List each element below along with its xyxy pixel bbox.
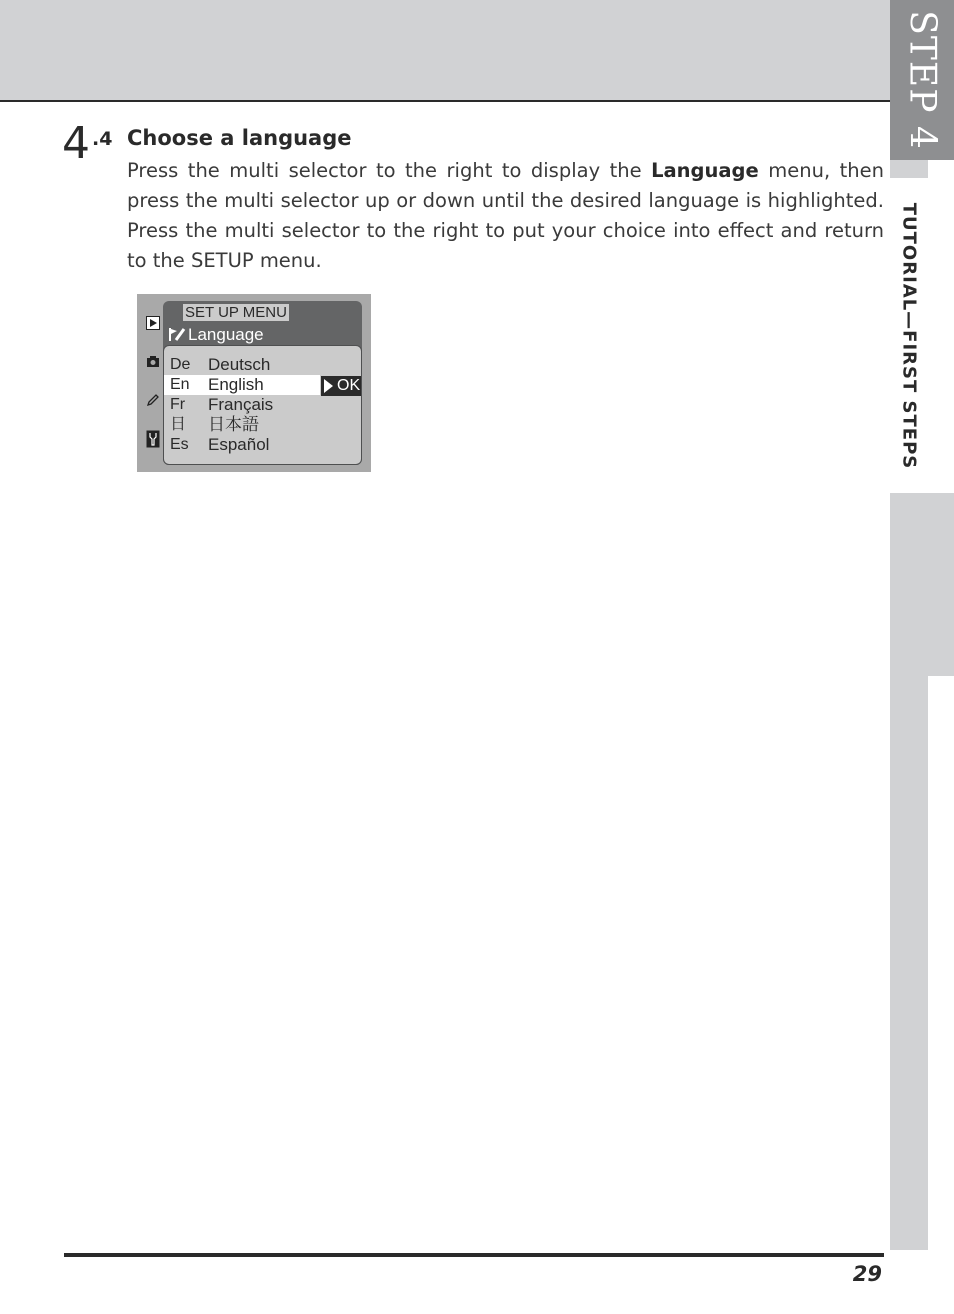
step-tab	[890, 0, 954, 160]
section-tab-label: TUTORIAL—FIRST STEPS	[898, 202, 920, 469]
step-instructions	[127, 156, 884, 276]
language-option[interactable]	[164, 355, 320, 375]
step-number: 4	[62, 118, 90, 169]
instructions-part-2: menu, then press the multi selector up or down until the desired language is highlighted. Press the multi selector to the right to put your choice into effect and return to the SETUP menu.	[127, 159, 884, 272]
language-name: Español	[208, 435, 270, 454]
language-option[interactable]	[164, 435, 320, 455]
lcd-submenu-label: Language	[188, 325, 264, 344]
language-list	[163, 345, 362, 465]
language-code: De	[170, 356, 191, 373]
language-name: 日本語	[208, 415, 259, 434]
side-tab-block	[928, 493, 954, 676]
lcd-menu-panel	[163, 301, 362, 465]
language-code: Fr	[170, 396, 186, 413]
step-subnumber: .4	[92, 128, 113, 150]
footer-rule	[64, 1253, 884, 1257]
wrench-icon	[146, 430, 160, 448]
ok-label: OK	[337, 377, 361, 394]
language-option-selected[interactable]	[164, 375, 320, 395]
step-tab-label: STEP 4	[901, 10, 943, 150]
lcd-screenshot	[137, 294, 371, 472]
language-name: English	[208, 375, 264, 394]
instructions-part-1: Press the multi selector to the right to display the	[127, 159, 652, 182]
right-arrow-icon	[324, 379, 333, 393]
pencil-icon	[146, 393, 160, 407]
language-name: Français	[208, 395, 274, 414]
step-heading: Choose a language	[127, 126, 352, 150]
lcd-menu-title: SET UP MENU	[185, 304, 287, 321]
language-code: Es	[170, 436, 189, 453]
play-icon	[146, 316, 160, 330]
language-name: Deutsch	[208, 355, 271, 374]
camera-icon	[146, 355, 160, 369]
language-code: 日	[170, 416, 187, 433]
instructions-menu-name: Language	[651, 159, 759, 182]
ok-indicator	[321, 376, 361, 396]
language-flag-icon	[168, 326, 188, 342]
section-tab	[890, 178, 928, 493]
language-code: En	[170, 376, 190, 393]
page-number: 29	[852, 1262, 882, 1286]
header-band	[0, 0, 890, 102]
lcd-submenu-title	[168, 325, 264, 345]
language-option[interactable]	[164, 415, 320, 435]
language-option[interactable]	[164, 395, 320, 415]
